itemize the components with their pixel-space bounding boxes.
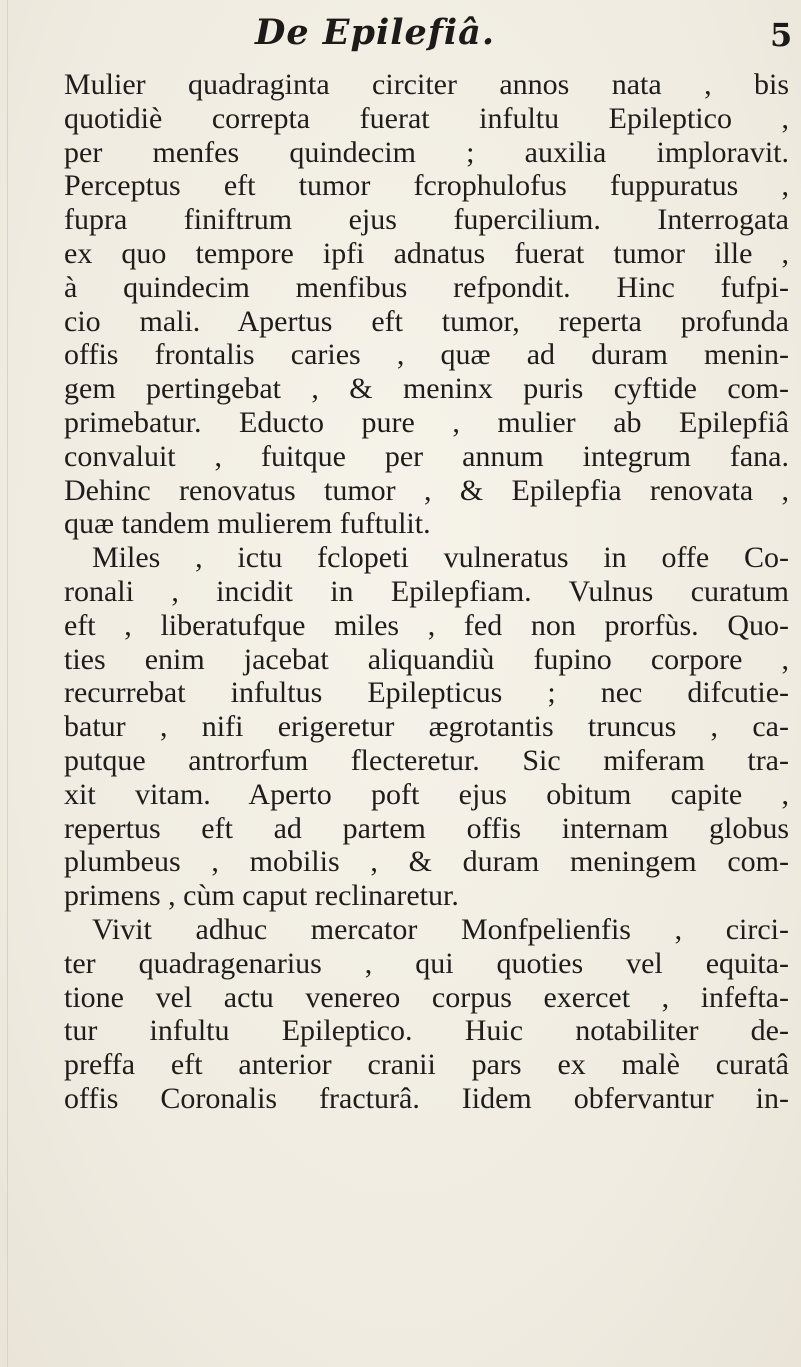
text-line: per menfes quindecim ; auxilia imploravit. <box>64 135 789 169</box>
text-line: ronali , incidit in Epilepfiam. Vulnus curatum <box>64 574 789 608</box>
text-line: batur , nifi erigeretur ægrotantis truncus , ca- <box>64 710 789 744</box>
text-line: quotidiè correpta fuerat infultu Epileptico , <box>64 101 789 135</box>
page-number: 5 <box>770 16 793 54</box>
text-line: offis Coronalis fracturâ. Iidem obfervantur in- <box>64 1081 789 1115</box>
text-line: à quindecim menfibus refpondit. Hinc fufpi- <box>64 270 789 304</box>
text-line: quæ tandem mulierem fuftulit. <box>64 507 431 541</box>
text-line: Mulier quadraginta circiter annos nata , bis <box>64 68 789 101</box>
text-line: Perceptus eft tumor fcrophulofus fuppuratus , <box>64 169 789 203</box>
text-line: preffa eft anterior cranii pars ex malè curatâ <box>64 1048 789 1082</box>
text-line: Miles , ictu fclopeti vulneratus in offe Co- <box>92 541 789 575</box>
text-line: fupra finiftrum ejus fupercilium. Interrogata <box>64 203 789 237</box>
text-line: tione vel actu venereo corpus exercet , infefta- <box>64 980 789 1014</box>
text-line: xit vitam. Aperto poft ejus obitum capite , <box>64 777 789 811</box>
text-line: tur infultu Epileptico. Huic notabiliter de- <box>64 1014 789 1048</box>
text-line: ter quadragenarius , qui quoties vel equita- <box>64 946 789 980</box>
text-line: cio mali. Apertus eft tumor, reperta profunda <box>64 304 789 338</box>
body-text <box>64 68 789 1116</box>
text-line: eft , liberatufque miles , fed non prorfùs. Quo- <box>64 608 789 642</box>
running-head: De Epilefiâ. <box>255 12 496 53</box>
text-line: ties enim jacebat aliquandiù fupino corpore , <box>64 642 789 676</box>
text-line: putque antrorfum flecteretur. Sic miferam tra- <box>64 743 789 777</box>
page-edge-shadow <box>7 0 8 1367</box>
text-line: plumbeus , mobilis , & duram meningem com- <box>64 845 789 879</box>
text-line: gem pertingebat , & meninx puris cyftide com- <box>64 372 789 406</box>
text-line: primens , cùm caput reclinaretur. <box>64 879 459 913</box>
text-line: Vivit adhuc mercator Monfpelienfis , circi- <box>92 912 789 946</box>
text-line: recurrebat infultus Epilepticus ; nec difcutie- <box>64 676 789 710</box>
text-line: repertus eft ad partem offis internam globus <box>64 811 789 845</box>
text-line: convaluit , fuitque per annum integrum fana. <box>64 439 789 473</box>
text-line: primebatur. Eductо pure , mulier ab Epilepfiâ <box>64 405 789 439</box>
text-line: offis frontalis caries , quæ ad duram menin- <box>64 338 789 372</box>
text-line: Dehinc renovatus tumor , & Epilepfia renovata , <box>64 473 789 507</box>
page-header <box>0 10 801 68</box>
text-line: ex quo tempore ipfi adnatus fuerat tumor ille , <box>64 236 789 270</box>
